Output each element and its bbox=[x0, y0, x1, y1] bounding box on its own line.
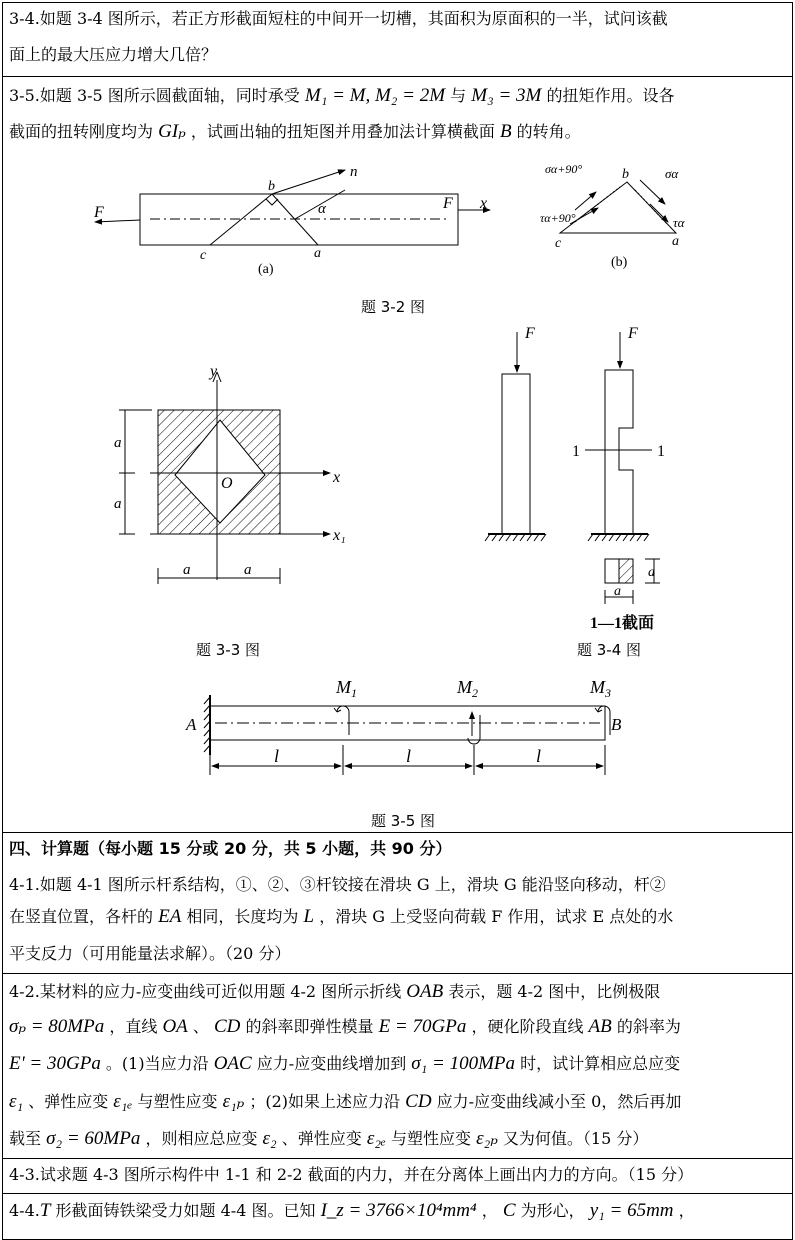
math: CD bbox=[213, 1016, 241, 1037]
f34-F2: F bbox=[628, 325, 638, 342]
p3-4-line2: 面上的最大压应力增大几倍？ bbox=[9, 45, 218, 64]
text: ，直线 bbox=[109, 1017, 158, 1036]
text: ，滑块 G 上受竖向荷载 F 作用，试求 E 点处的水 bbox=[319, 907, 674, 926]
f32-alpha: α bbox=[318, 201, 326, 217]
text: 载至 bbox=[9, 1129, 42, 1148]
math: OA bbox=[162, 1016, 188, 1037]
math: C bbox=[502, 1200, 516, 1221]
f35-l1: l bbox=[274, 746, 280, 766]
f35-A: A bbox=[186, 715, 197, 734]
p4-2-line4 bbox=[9, 1092, 786, 1111]
math: ε₂ₑ bbox=[366, 1128, 386, 1149]
math-b: B bbox=[499, 121, 512, 142]
p4-1-line1: 4-1.如题 4-1 图所示杆系结构，①、②、③杆铰接在滑块 G 上，滑块 G 能沿竖向移动，杆② bbox=[9, 875, 666, 894]
f32-tri-c: c bbox=[555, 236, 562, 251]
text: 相同，长度均为 bbox=[186, 907, 299, 926]
f33-O: O bbox=[221, 475, 233, 492]
math-l: L bbox=[303, 906, 315, 927]
math: E = 70GPa bbox=[378, 1016, 467, 1037]
text: 应力-应变曲线增加到 bbox=[256, 1054, 407, 1073]
text: 又为何值。（15 分） bbox=[502, 1129, 649, 1148]
text: 的转角。 bbox=[516, 122, 581, 141]
f33-a-right: a bbox=[244, 562, 252, 578]
text: ，硬化阶段直线 bbox=[471, 1017, 584, 1036]
f34-1-right: 1 bbox=[657, 443, 665, 460]
f33-a-bot: a bbox=[114, 496, 122, 512]
f34-F1: F bbox=[525, 325, 535, 342]
text: 截面的扭转刚度均为 bbox=[9, 122, 154, 141]
math: ε₂ bbox=[262, 1128, 277, 1149]
divider bbox=[2, 832, 793, 833]
f32-n: n bbox=[350, 164, 358, 180]
math: ε₁ₑ bbox=[113, 1091, 133, 1112]
p3-4-line1: 3-4.如题 3-4 图所示，若正方形截面短柱的中间开一切槽，其面积为原面积的一半，试问该截 bbox=[9, 9, 668, 28]
f33-a-top: a bbox=[114, 435, 122, 451]
math-m1-m2: M₁ = M, M₂ = 2M bbox=[304, 85, 446, 106]
divider bbox=[2, 1193, 793, 1194]
text: 3-5.如题 3-5 图所示圆截面轴，同时承受 bbox=[9, 86, 300, 105]
caption-3-3: 题 3-3 图 bbox=[196, 641, 261, 659]
text: 的斜率即弹性模量 bbox=[245, 1017, 374, 1036]
text: ， bbox=[481, 1201, 498, 1220]
f35-l2: l bbox=[406, 746, 412, 766]
text: 、弹性应变 bbox=[281, 1129, 362, 1148]
p4-1-line3: 平支反力（可用能量法求解）。（20 分） bbox=[9, 944, 291, 963]
math: ε₁ₚ bbox=[222, 1091, 245, 1112]
f35-B: B bbox=[611, 715, 622, 734]
f35-M2: $M_2$ bbox=[457, 677, 478, 700]
f32-tau: τα bbox=[673, 215, 685, 230]
text: 形截面铸铁梁受力如题 4-4 图。已知 bbox=[55, 1201, 316, 1220]
f33-a-left: a bbox=[183, 562, 191, 578]
f32-tri-b: b bbox=[622, 167, 629, 182]
p4-2-line3 bbox=[9, 1054, 786, 1073]
p4-4-line1 bbox=[9, 1201, 786, 1220]
math-oab: OAB bbox=[406, 981, 444, 1002]
f33-y: y bbox=[210, 363, 218, 380]
f35-l3: l bbox=[536, 746, 542, 766]
math: σ₂ = 60MPa bbox=[46, 1128, 141, 1149]
f32-sigma90: σα+90° bbox=[545, 162, 583, 176]
f34-a-h: a bbox=[614, 584, 621, 599]
f32-c: c bbox=[200, 248, 207, 263]
f32-F-right: F bbox=[443, 195, 453, 212]
text: 与塑性应变 bbox=[137, 1092, 218, 1111]
text: 、 bbox=[192, 1017, 209, 1036]
f32-b: b bbox=[268, 179, 275, 194]
math: CD bbox=[405, 1091, 432, 1112]
fig3-2a-bar bbox=[95, 170, 490, 245]
text: 与 bbox=[450, 86, 467, 105]
math: ε₂ₚ bbox=[476, 1128, 498, 1149]
text: 的扭矩作用。设各 bbox=[546, 86, 675, 105]
math: y₁ = 65mm bbox=[589, 1200, 674, 1221]
f33-x1: x₁ bbox=[333, 527, 346, 544]
f35-M3: $M_3$ bbox=[590, 677, 611, 700]
fig3-4-columns bbox=[485, 332, 660, 604]
f32-sub-b: (b) bbox=[611, 255, 628, 270]
text: 、弹性应变 bbox=[28, 1092, 109, 1111]
caption-3-4: 题 3-4 图 bbox=[577, 641, 642, 659]
p4-2-line5 bbox=[9, 1129, 786, 1148]
f35-M1: $M_1$ bbox=[336, 677, 357, 700]
p4-2-line1 bbox=[9, 982, 786, 1001]
math: AB bbox=[588, 1016, 612, 1037]
text: 。(1)当应力沿 bbox=[105, 1054, 209, 1073]
math: E' = 30GPa bbox=[9, 1053, 101, 1074]
section4-title: 四、计算题（每小题 15 分或 20 分，共 5 小题，共 90 分） bbox=[9, 839, 452, 858]
math: σₚ = 80MPa bbox=[9, 1016, 105, 1037]
caption-3-2: 题 3-2 图 bbox=[361, 298, 426, 316]
text: 为形心， bbox=[520, 1201, 585, 1220]
text: ， bbox=[678, 1201, 695, 1220]
math: σ₁ = 100MPa bbox=[411, 1053, 516, 1074]
math: I_z = 3766×10⁴mm⁴ bbox=[320, 1200, 477, 1221]
f33-x: x bbox=[333, 469, 341, 486]
text: ，试画出轴的扭矩图并用叠加法计算横截面 bbox=[190, 122, 495, 141]
f32-F-left: F bbox=[94, 204, 104, 221]
text: 时，试计算相应总应变 bbox=[520, 1054, 681, 1073]
text: 4-4. bbox=[9, 1201, 40, 1220]
math: T bbox=[39, 1200, 51, 1221]
text: ；(2)如果上述应力沿 bbox=[249, 1092, 401, 1111]
p4-3: 4-3.试求题 4-3 图所示构件中 1-1 和 2-2 截面的内力，并在分离体上画出内力的方向。（15 分） bbox=[9, 1165, 694, 1184]
f34-1-left: 1 bbox=[572, 443, 580, 460]
math-ea: EA bbox=[158, 906, 182, 927]
text: 4-2.某材料的应力-应变曲线可近似用题 4-2 图所示折线 bbox=[9, 982, 402, 1001]
caption-3-5: 题 3-5 图 bbox=[371, 812, 436, 830]
math-m3: M₃ = 3M bbox=[471, 85, 542, 106]
p4-2-line2 bbox=[9, 1017, 786, 1036]
f32-sigma: σα bbox=[665, 166, 679, 181]
f34-a-v: a bbox=[648, 565, 655, 580]
f32-tau90: τα+90° bbox=[540, 211, 576, 225]
text: 应力-应变曲线减小至 0，然后再加 bbox=[436, 1092, 682, 1111]
text: ，则相应总应变 bbox=[145, 1129, 258, 1148]
divider bbox=[2, 1158, 793, 1159]
f32-a: a bbox=[314, 246, 321, 261]
divider bbox=[2, 973, 793, 974]
f32-tri-a: a bbox=[672, 234, 679, 249]
fig3-2b-triangle bbox=[560, 180, 676, 233]
math: ε₁ bbox=[9, 1091, 24, 1112]
p4-1-line2 bbox=[9, 907, 786, 926]
f32-sub-a: (a) bbox=[258, 262, 274, 277]
text: 与塑性应变 bbox=[391, 1129, 472, 1148]
math: OAC bbox=[213, 1053, 252, 1074]
text: 的斜率为 bbox=[616, 1017, 681, 1036]
text: 表示，题 4-2 图中，比例极限 bbox=[448, 982, 661, 1001]
text: 在竖直位置，各杆的 bbox=[9, 907, 154, 926]
f34-section-label: 1—1截面 bbox=[590, 615, 655, 632]
f32-x: x bbox=[480, 195, 488, 212]
math-gip: GIₚ bbox=[158, 121, 186, 142]
